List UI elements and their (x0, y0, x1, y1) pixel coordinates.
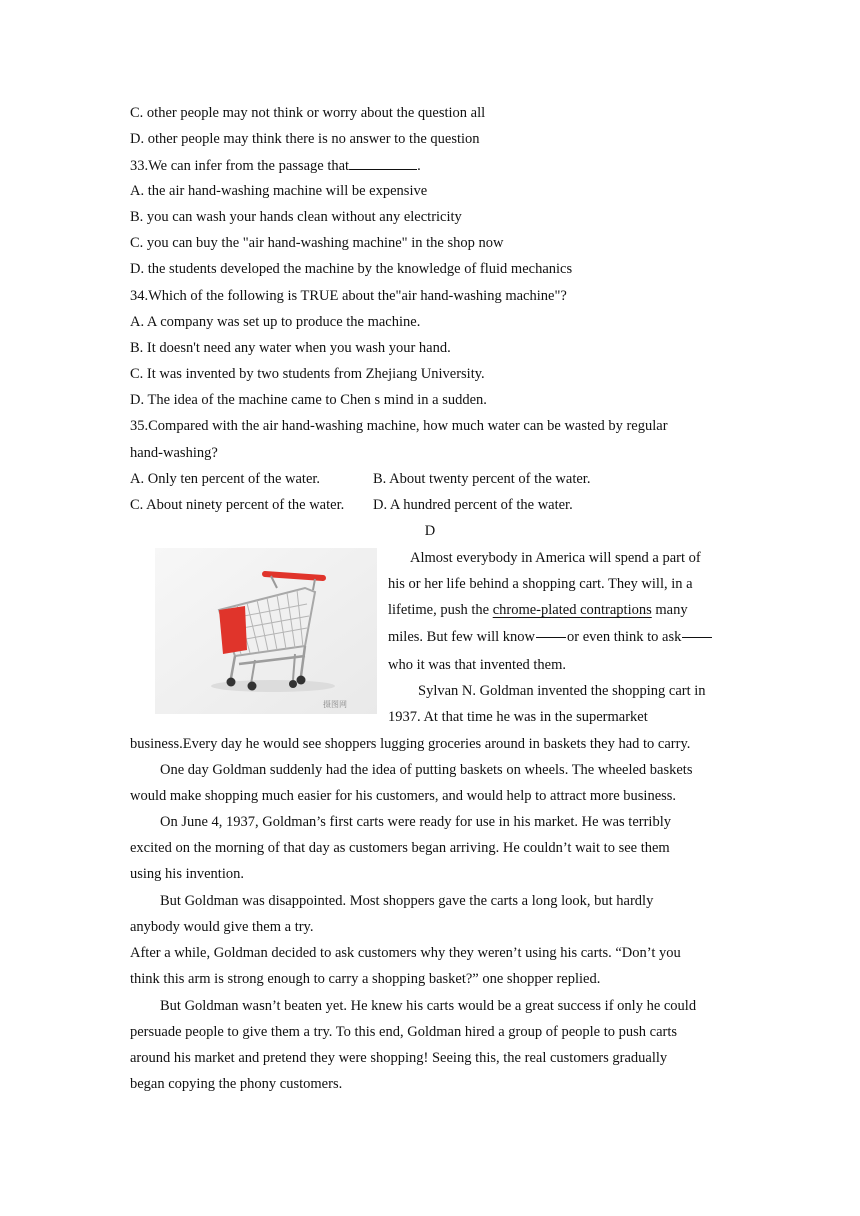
option-line: D. A hundred percent of the water. (373, 497, 573, 513)
option-line: B. About twenty percent of the water. (373, 471, 591, 487)
passage-line: One day Goldman suddenly had the idea of putting baskets on wheels. The wheeled baskets (160, 762, 693, 778)
passage-line: began copying the phony customers. (130, 1076, 343, 1092)
shopping-cart-icon (155, 548, 377, 714)
option-line: B. It doesn't need any water when you wash your hand. (130, 340, 451, 356)
option-line: C. other people may not think or worry about the question all (130, 105, 486, 121)
passage-line: would make shopping much easier for his customers, and would help to attract more business. (130, 788, 677, 804)
question-35: 35.Compared with the air hand-washing machine, how much water can be wasted by regular (130, 418, 668, 434)
passage-line: think this arm is strong enough to carry a shopping basket?” one shopper replied. (130, 971, 601, 987)
passage-line: anybody would give them a try. (130, 919, 314, 935)
passage-line: who it was that invented them. (388, 657, 566, 673)
question-33 (130, 155, 421, 176)
option-line: A. A company was set up to produce the machine. (130, 314, 421, 330)
passage-line: But Goldman was disappointed. Most shoppers gave the carts a long look, but hardly (160, 893, 654, 909)
watermark: 摄图网 (323, 700, 347, 709)
passage-text: miles. But few will know (388, 629, 536, 645)
option-line: C. About ninety percent of the water. (130, 497, 345, 513)
passage-line: his or her life behind a shopping cart. They will, in a (388, 576, 693, 592)
option-line: C. It was invented by two students from Zhejiang University. (130, 366, 485, 382)
passage-line: business.Every day he would see shoppers lugging groceries around in baskets they had to carry. (130, 736, 691, 752)
em-dash (682, 637, 712, 638)
passage-line (388, 627, 713, 647)
question-text: 33.We can infer from the passage that (130, 158, 350, 174)
underlined-phrase: chrome-plated contraptions (492, 602, 652, 618)
question-35-cont: hand-washing? (130, 445, 218, 461)
passage-line: around his market and pretend they were shopping! Seeing this, the real customers gradually (130, 1050, 668, 1066)
passage-line: persuade people to give them a try. To this end, Goldman hired a group of people to push carts (130, 1024, 678, 1040)
passage-line: But Goldman wasn’t beaten yet. He knew his carts would be a great success if only he could (160, 998, 697, 1014)
passage-line: using his invention. (130, 866, 244, 882)
shopping-cart-photo (155, 548, 377, 714)
option-line: D. The idea of the machine came to Chen s mind in a sudden. (130, 392, 487, 408)
passage-text: or even think to ask (567, 629, 682, 645)
option-line: D. other people may think there is no answer to the question (130, 131, 480, 147)
passage-line: On June 4, 1937, Goldman’s first carts were ready for use in his market. He was terribly (160, 814, 671, 830)
question-34: 34.Which of the following is TRUE about the"air hand-washing machine"? (130, 288, 567, 304)
em-dash (536, 637, 566, 638)
passage-line: After a while, Goldman decided to ask customers why they weren’t using his carts. “Don’t you (130, 945, 681, 961)
passage-line (388, 600, 688, 620)
section-heading: D (424, 523, 436, 539)
option-line: D. the students developed the machine by the knowledge of fluid mechanics (130, 261, 573, 277)
question-end: . (417, 158, 421, 174)
option-line: A. the air hand-washing machine will be expensive (130, 183, 428, 199)
passage-line: Sylvan N. Goldman invented the shopping cart in (418, 683, 706, 699)
option-line: A. Only ten percent of the water. (130, 471, 321, 487)
passage-text: many (651, 602, 688, 618)
passage-line: excited on the morning of that day as customers began arriving. He couldn’t wait to see them (130, 840, 670, 856)
answer-blank (349, 155, 417, 170)
passage-line: 1937. At that time he was in the supermarket (388, 709, 648, 725)
passage-text: lifetime, push the (388, 602, 493, 618)
passage-line: Almost everybody in America will spend a part of (410, 550, 701, 566)
option-line: C. you can buy the "air hand-washing machine" in the shop now (130, 235, 504, 251)
option-line: B. you can wash your hands clean without any electricity (130, 209, 462, 225)
